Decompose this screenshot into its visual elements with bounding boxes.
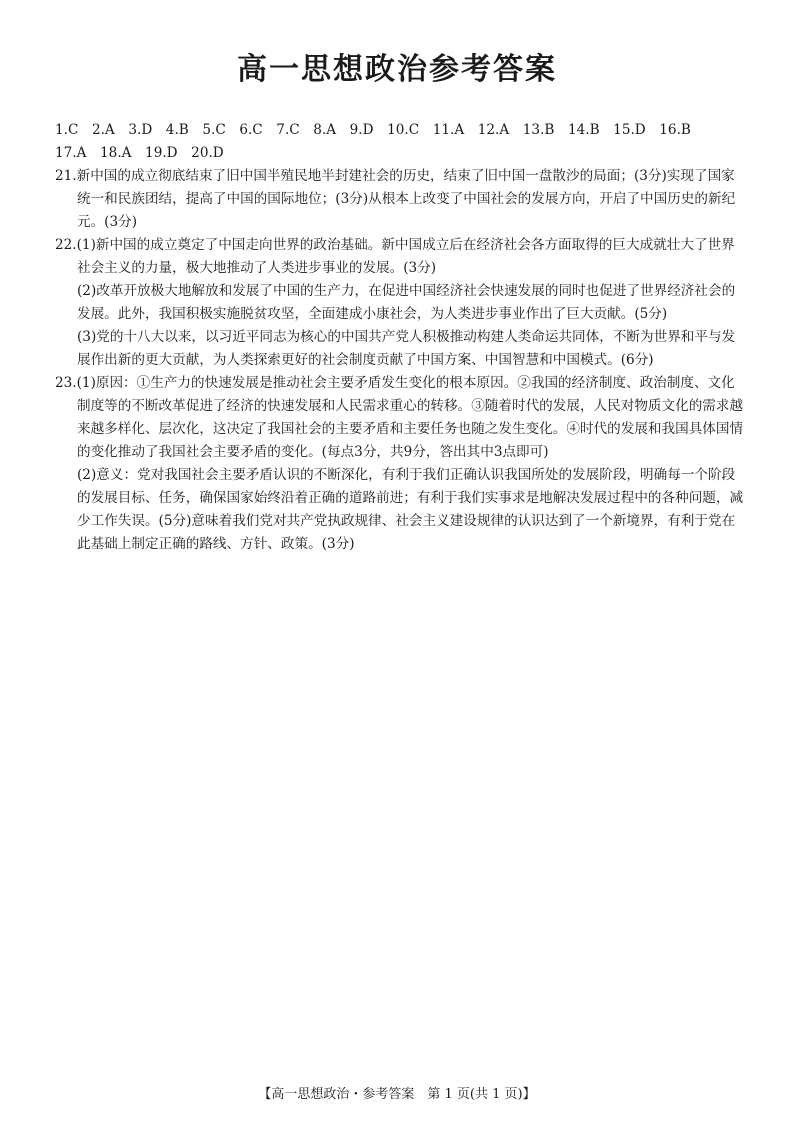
answer-q22-part-3: (3)党的十八大以来，以习近平同志为核心的中国共产党人积极推动构建人类命运共同体，不断为世界和平与发展作出新的更大贡献，为人类探索更好的社会制度贡献了中国方案、中国智慧和中国模式。(6分) [77, 329, 736, 368]
answer-content [55, 119, 745, 556]
page-title: 高一思想政治参考答案 [237, 52, 557, 87]
answer-q23-part-2: (2)意义：党对我国社会主要矛盾认识的不断深化，有利于我们正确认识我国所处的发展阶段，明确每一个阶段的发展目标、任务，确保国家始终沿着正确的道路前进；有利于我们实事求是地解决发展过程中的各种问题，减少工作失误。(5分)意味着我们党对共产党执政规律、社会主义建设规律的认识达到了一个新境界，有利于党在此基础上制定正确的路线、方针、政策。(3分) [77, 467, 744, 552]
answer-q22-part-1: 22.(1)新中国的成立奠定了中国走向世界的政治基础。新中国成立后在经济社会各方面取得的巨大成就壮大了世界社会主义的力量，极大地推动了人类进步事业的发展。(3分) [55, 237, 735, 276]
choice-answers-line-2: 17.A 18.A 19.D 20.D [55, 145, 224, 161]
page-footer: 【高一思想政治・参考答案 第 1 页(共 1 页)】 [258, 1087, 536, 1102]
answer-q23-part-1: 23.(1)原因：①生产力的快速发展是推动社会主要矛盾发生变化的根本原因。②我国的经济制度、政治制度、文化制度等的不断改革促进了经济的快速发展和人民需求重心的转移。③随着时代的发展，人民对物质文化的需求越来越多样化、层次化，这决定了我国社会的主要矛盾和主要任务也随之发生变化。④时代的发展和我国具体国情的变化推动了我国社会主要矛盾的变化。(每点3分，共9分，答出其中3点即可) [55, 375, 744, 460]
answer-q22-part-2: (2)改革开放极大地解放和发展了中国的生产力，在促进中国经济社会快速发展的同时也促进了世界经济社会的发展。此外，我国积极实施脱贫攻坚，全面建成小康社会，为人类进步事业作出了巨大贡献。(5分) [77, 283, 736, 322]
choice-answers-line-1: 1.C 2.A 3.D 4.B 5.C 6.C 7.C 8.A 9.D 10.C 11.A 12.A 13.B 14.B 15.D 16.B [55, 122, 691, 138]
answer-q21: 21.新中国的成立彻底结束了旧中国半殖民地半封建社会的历史，结束了旧中国一盘散沙的局面；(3分)实现了国家统一和民族团结，提高了中国的国际地位；(3分)从根本上改变了中国社会的发展方向，开启了中国历史的新纪元。(3分) [55, 168, 736, 230]
